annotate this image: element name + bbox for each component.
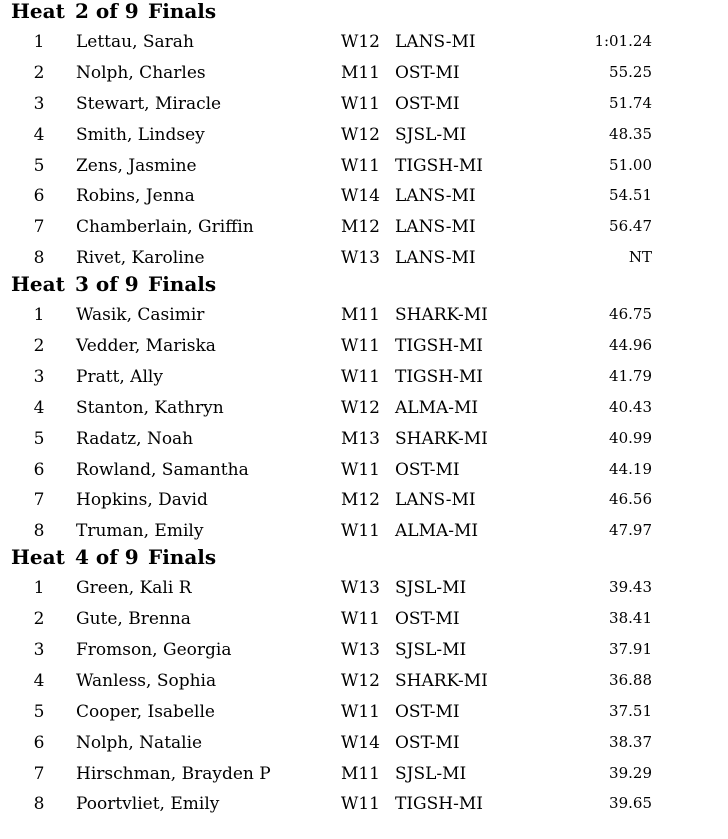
team-code: LANS-MI	[395, 490, 476, 511]
lane-number: 1	[33, 32, 45, 52]
seed-time: NT	[628, 248, 652, 267]
age-group: W12	[340, 397, 380, 418]
seed-time: 38.41	[609, 609, 652, 628]
heat-entries	[0, 572, 728, 819]
swimmer-name: Smith, Lindsey	[76, 124, 205, 145]
swimmer-name: Truman, Emily	[76, 521, 204, 542]
entry-row	[0, 696, 728, 727]
heat-header	[0, 0, 728, 26]
swimmer-name: Hopkins, David	[76, 490, 208, 511]
swimmer-name: Fromson, Georgia	[76, 640, 232, 661]
seed-time: 54.51	[609, 186, 652, 205]
age-group: M11	[340, 305, 380, 326]
entry-row	[0, 242, 728, 273]
team-code: OST-MI	[395, 732, 460, 753]
swimmer-name: Pratt, Ally	[76, 366, 163, 387]
swimmer-name: Rivet, Karoline	[76, 248, 205, 269]
seed-time: 37.91	[609, 640, 652, 659]
age-group: W11	[340, 701, 380, 722]
lane-number: 1	[33, 305, 45, 326]
swimmer-name: Gute, Brenna	[76, 609, 191, 630]
lane-number: 3	[33, 640, 45, 661]
seed-time: 38.37	[609, 732, 652, 751]
seed-time: 1:01.24	[594, 32, 652, 50]
swimmer-name: Wasik, Casimir	[76, 305, 205, 326]
age-group: W12	[340, 32, 380, 52]
lane-number: 5	[33, 428, 45, 449]
team-code: TIGSH-MI	[395, 366, 483, 387]
team-code: OST-MI	[395, 609, 460, 630]
entry-row	[0, 150, 728, 181]
heat-number: 2 of 9	[75, 0, 139, 23]
age-group: W13	[340, 640, 380, 661]
entry-row	[0, 392, 728, 423]
team-code: LANS-MI	[395, 217, 476, 238]
age-group: M12	[340, 490, 380, 511]
lane-number: 4	[33, 397, 45, 418]
team-code: OST-MI	[395, 459, 460, 480]
team-code: OST-MI	[395, 62, 460, 83]
age-group: W14	[340, 186, 380, 207]
heat-round: Finals	[148, 545, 217, 570]
team-code: SJSL-MI	[395, 578, 467, 599]
age-group: M13	[340, 428, 380, 449]
lane-number: 7	[33, 217, 45, 238]
lane-number: 3	[33, 93, 45, 114]
heat-number: 3 of 9	[75, 272, 139, 297]
seed-time: 56.47	[609, 217, 652, 236]
heat-word: Heat	[11, 272, 65, 297]
swimmer-name: Stewart, Miracle	[76, 93, 222, 114]
entry-row	[0, 330, 728, 361]
team-code: ALMA-MI	[395, 521, 479, 542]
heat-block	[0, 273, 728, 546]
lane-number: 6	[33, 459, 45, 480]
team-code: OST-MI	[395, 93, 460, 114]
team-code: TIGSH-MI	[395, 794, 483, 815]
swimmer-name: Nolph, Natalie	[76, 732, 203, 753]
seed-time: 44.96	[609, 336, 652, 355]
entry-row	[0, 88, 728, 119]
team-code: SHARK-MI	[395, 670, 488, 691]
lane-number: 8	[33, 248, 45, 269]
swimmer-name: Green, Kali R	[76, 578, 192, 599]
team-code: TIGSH-MI	[395, 336, 483, 357]
seed-time: 41.79	[609, 366, 652, 385]
age-group: M11	[340, 763, 380, 784]
age-group: W14	[340, 732, 380, 753]
lane-number: 2	[33, 62, 45, 83]
seed-time: 51.00	[609, 155, 652, 174]
seed-time: 39.29	[609, 763, 652, 782]
lane-number: 2	[33, 336, 45, 357]
heat-header	[0, 273, 728, 299]
team-code: SJSL-MI	[395, 124, 467, 145]
team-code: LANS-MI	[395, 32, 476, 52]
team-code: SJSL-MI	[395, 763, 467, 784]
age-group: W11	[340, 459, 380, 480]
age-group: W11	[340, 93, 380, 114]
entry-row	[0, 665, 728, 696]
team-code: ALMA-MI	[395, 397, 479, 418]
lane-number: 8	[33, 521, 45, 542]
entry-row	[0, 361, 728, 392]
entry-row	[0, 634, 728, 665]
entry-row	[0, 603, 728, 634]
age-group: W11	[340, 366, 380, 387]
age-group: W11	[340, 336, 380, 357]
seed-time: 40.43	[609, 397, 652, 416]
swimmer-name: Lettau, Sarah	[76, 32, 194, 52]
entry-row	[0, 26, 728, 57]
age-group: W12	[340, 124, 380, 145]
age-group: W11	[340, 521, 380, 542]
seed-time: 51.74	[609, 93, 652, 112]
seed-time: 46.56	[609, 490, 652, 509]
seed-time: 44.19	[609, 459, 652, 478]
heat-round: Finals	[148, 0, 217, 23]
heat-entries	[0, 26, 728, 273]
seed-time: 55.25	[609, 62, 652, 81]
heat-round: Finals	[148, 272, 217, 297]
swimmer-name: Vedder, Mariska	[76, 336, 216, 357]
team-code: SHARK-MI	[395, 305, 488, 326]
swimmer-name: Cooper, Isabelle	[76, 701, 215, 722]
entry-row	[0, 484, 728, 515]
swimmer-name: Radatz, Noah	[76, 428, 194, 449]
heat-word: Heat	[11, 545, 65, 570]
entry-row	[0, 572, 728, 603]
team-code: SJSL-MI	[395, 640, 467, 661]
team-code: SHARK-MI	[395, 428, 488, 449]
age-group: W13	[340, 578, 380, 599]
seed-time: 47.97	[609, 521, 652, 540]
lane-number: 2	[33, 609, 45, 630]
heat-entries	[0, 299, 728, 546]
heat-header	[0, 546, 728, 572]
lane-number: 6	[33, 186, 45, 207]
lane-number: 1	[33, 578, 45, 599]
seed-time: 46.75	[609, 305, 652, 324]
team-code: TIGSH-MI	[395, 155, 483, 176]
lane-number: 3	[33, 366, 45, 387]
seed-time: 36.88	[609, 670, 652, 689]
lane-number: 7	[33, 763, 45, 784]
entry-row	[0, 423, 728, 454]
swimmer-name: Zens, Jasmine	[76, 155, 197, 176]
swimmer-name: Poortvliet, Emily	[76, 794, 220, 815]
swimmer-name: Stanton, Kathryn	[76, 397, 224, 418]
entry-row	[0, 180, 728, 211]
heat-number: 4 of 9	[75, 545, 139, 570]
entry-row	[0, 727, 728, 758]
age-group: W11	[340, 609, 380, 630]
entry-row	[0, 454, 728, 485]
age-group: W11	[340, 794, 380, 815]
entry-row	[0, 211, 728, 242]
swimmer-name: Robins, Jenna	[76, 186, 195, 207]
team-code: LANS-MI	[395, 186, 476, 207]
lane-number: 8	[33, 794, 45, 815]
seed-time: 37.51	[609, 701, 652, 720]
age-group: W13	[340, 248, 380, 269]
team-code: LANS-MI	[395, 248, 476, 269]
entry-row	[0, 299, 728, 330]
lane-number: 4	[33, 124, 45, 145]
lane-number: 5	[33, 155, 45, 176]
lane-number: 5	[33, 701, 45, 722]
age-group: M12	[340, 217, 380, 238]
age-group: M11	[340, 62, 380, 83]
entry-row	[0, 515, 728, 546]
swimmer-name: Hirschman, Brayden P	[76, 763, 271, 784]
entry-row	[0, 758, 728, 789]
entry-row	[0, 788, 728, 819]
heat-block	[0, 546, 728, 819]
entry-row	[0, 119, 728, 150]
seed-time: 40.99	[609, 428, 652, 447]
age-group: W12	[340, 670, 380, 691]
seed-time: 39.43	[609, 578, 652, 597]
seed-time: 48.35	[609, 124, 652, 143]
seed-time: 39.65	[609, 794, 652, 813]
lane-number: 6	[33, 732, 45, 753]
swimmer-name: Nolph, Charles	[76, 62, 206, 83]
swimmer-name: Chamberlain, Griffin	[76, 217, 254, 238]
swimmer-name: Wanless, Sophia	[76, 670, 217, 691]
heat-word: Heat	[11, 0, 65, 23]
age-group: W11	[340, 155, 380, 176]
team-code: OST-MI	[395, 701, 460, 722]
lane-number: 4	[33, 670, 45, 691]
heat-block	[0, 0, 728, 273]
lane-number: 7	[33, 490, 45, 511]
entry-row	[0, 57, 728, 88]
swimmer-name: Rowland, Samantha	[76, 459, 249, 480]
